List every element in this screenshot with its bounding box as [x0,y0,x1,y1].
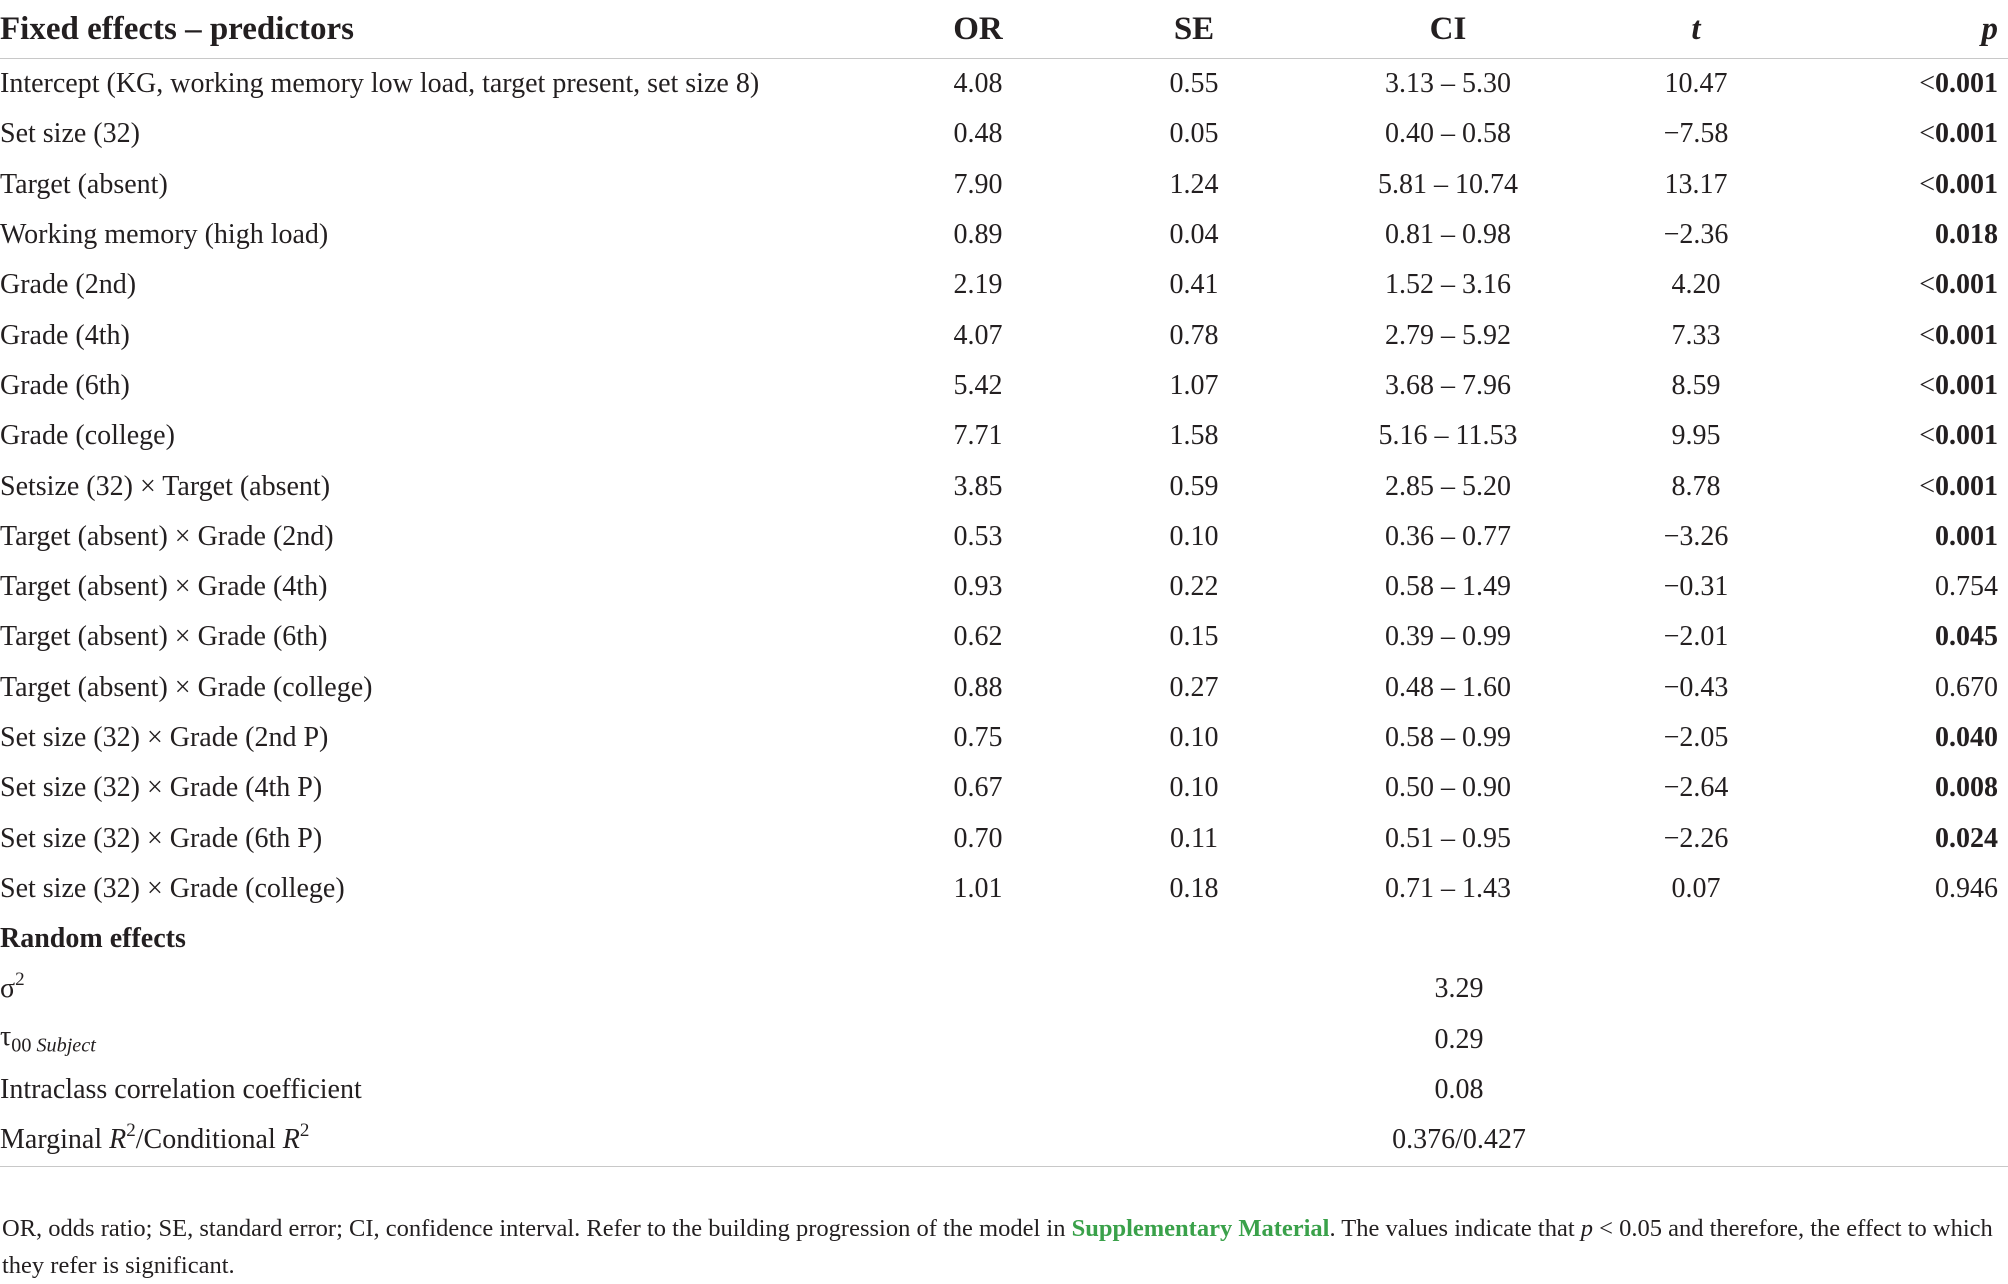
row-label: Set size (32) × Grade (college) [0,872,345,904]
row-label: Grade (6th) [0,369,130,401]
r2-part2: /Conditional [135,1124,283,1156]
row-ci: 0.51 – 0.95 [1385,822,1511,854]
header-predictor: Fixed effects – predictors [0,0,880,59]
row-se: 0.59 [1169,470,1219,502]
row-t: 9.95 [1671,420,1721,452]
row-se: 0.15 [1169,621,1219,653]
row-p-value: 0.040 [1935,722,1998,753]
row-t: 7.33 [1671,319,1721,351]
row-p-prefix: < [1919,269,1935,301]
row-ci: 0.36 – 0.77 [1385,520,1511,552]
tau-value: 0.29 [1434,1023,1484,1055]
row-se: 0.04 [1169,219,1219,251]
row-or: 3.85 [953,470,1003,502]
row-t: 13.17 [1664,168,1728,200]
row-label: Target (absent) × Grade (2nd) [0,520,334,552]
header-t: t [1584,0,1808,59]
table-row [0,813,2008,863]
row-label: Set size (32) × Grade (6th P) [0,822,323,854]
supplementary-material-link[interactable]: Supplementary Material [1071,1215,1330,1242]
icc-label: Intraclass correlation coefficient [0,1074,362,1106]
table-row [0,713,2008,763]
sigma-symbol: σ [0,973,16,1005]
row-p-prefix: < [1919,118,1935,150]
row-p-value: 0.018 [1935,219,1998,251]
sigma-label [0,964,1312,1014]
row-p-value: 0.045 [1935,621,1998,653]
row-p-value: 0.008 [1935,772,1998,804]
row-se: 0.55 [1169,68,1219,100]
row-se: 1.58 [1169,420,1219,452]
r2-label [0,1115,1312,1166]
row-t: −2.36 [1663,219,1729,251]
row-p-value: 0.001 [1935,369,1998,401]
table-row [0,160,2008,210]
row-se: 0.05 [1169,118,1219,150]
row-or: 0.62 [953,621,1003,653]
row-p [1808,713,2008,763]
row-or: 1.01 [953,872,1003,904]
row-t: 8.78 [1671,470,1721,502]
table-row [0,310,2008,360]
row-p-value: 0.001 [1935,118,1998,150]
icc-value: 0.08 [1434,1074,1484,1106]
r2-sup-marginal: 2 [126,1120,136,1142]
table-row [0,411,2008,461]
row-p-value: 0.001 [1935,520,1998,552]
row-ci: 0.71 – 1.43 [1385,872,1511,904]
row-ci: 0.58 – 1.49 [1385,571,1511,603]
row-ci: 0.81 – 0.98 [1385,219,1511,251]
header-ci: CI [1312,0,1584,59]
row-p-prefix: < [1919,319,1935,351]
random-effects-body [0,914,2008,1166]
row-t: −0.31 [1663,571,1729,603]
row-p [1808,260,2008,310]
tau-sub-label: Subject [36,1035,96,1058]
tau-label [0,1015,1312,1065]
footnote-text-before: OR, odds ratio; SE, standard error; CI, confidence interval. Refer to the building progression of the model in [2,1215,1072,1242]
table-row [0,612,2008,662]
row-ci: 0.39 – 0.99 [1385,621,1511,653]
r2-value: 0.376/0.427 [1312,1115,1584,1166]
icc-row [0,1065,2008,1115]
row-p-prefix: < [1919,420,1935,452]
row-p [1808,160,2008,210]
row-p [1808,411,2008,461]
row-se: 0.10 [1169,772,1219,804]
row-ci: 3.68 – 7.96 [1385,369,1511,401]
row-p-value: 0.754 [1935,571,1998,603]
row-p [1808,210,2008,260]
row-se: 0.10 [1169,520,1219,552]
random-effects-heading: Random effects [0,923,186,955]
row-p [1808,361,2008,411]
row-or: 0.75 [953,722,1003,753]
row-ci: 0.58 – 0.99 [1385,722,1511,753]
row-p-value: 0.001 [1935,470,1998,502]
row-label: Setsize (32) × Target (absent) [0,470,331,502]
row-ci: 5.16 – 11.53 [1378,420,1518,452]
r2-part1: Marginal [0,1124,110,1156]
row-label: Target (absent) [0,168,168,200]
row-t: −2.05 [1663,722,1729,753]
row-ci: 1.52 – 3.16 [1385,269,1511,301]
table-row [0,461,2008,511]
row-p-prefix: < [1919,369,1935,401]
row-label: Set size (32) [0,118,140,150]
table-row [0,361,2008,411]
row-label: Grade (2nd) [0,269,137,301]
row-p-value: 0.001 [1935,420,1998,452]
r2-r-conditional: R [282,1124,300,1156]
row-p [1808,663,2008,713]
table-row [0,763,2008,813]
row-p-value: 0.670 [1935,671,1998,703]
tau-row [0,1015,2008,1065]
row-p-value: 0.024 [1935,822,1998,854]
header-row [0,0,2008,59]
r2-sup-conditional: 2 [299,1120,310,1142]
row-se: 0.18 [1169,872,1219,904]
row-t: 10.47 [1664,68,1728,100]
table-row [0,109,2008,159]
row-or: 0.93 [953,571,1003,603]
row-se: 0.27 [1169,671,1219,703]
tau-symbol: τ [0,1021,12,1053]
sigma-sup: 2 [15,969,25,991]
sigma-value: 3.29 [1434,973,1484,1005]
row-se: 1.24 [1169,168,1219,200]
row-p [1808,512,2008,562]
row-t: 8.59 [1671,369,1721,401]
table-row [0,663,2008,713]
row-or: 5.42 [953,369,1003,401]
row-label: Set size (32) × Grade (2nd P) [0,722,329,753]
row-ci: 2.85 – 5.20 [1385,470,1511,502]
row-t: −3.26 [1663,520,1729,552]
footnote-text-after-1: . The values indicate that [1329,1215,1581,1242]
row-label: Target (absent) × Grade (college) [0,671,373,703]
row-p-value: 0.001 [1935,68,1998,100]
row-p-prefix: < [1919,168,1935,200]
row-p-value: 0.001 [1935,269,1998,301]
header-se: SE [1076,0,1312,59]
row-ci: 5.81 – 10.74 [1378,168,1518,200]
row-ci: 0.50 – 0.90 [1385,772,1511,804]
row-label: Target (absent) × Grade (4th) [0,571,328,603]
fixed-effects-body [0,59,2008,915]
r2-r-marginal: R [109,1124,127,1156]
row-ci: 0.40 – 0.58 [1385,118,1511,150]
header-or: OR [880,0,1076,59]
row-label: Target (absent) × Grade (6th) [0,621,328,653]
row-or: 7.90 [953,168,1003,200]
row-p-value: 0.001 [1935,168,1998,200]
footnote-p-symbol: p [1580,1215,1594,1242]
row-p-value: 0.001 [1935,319,1998,351]
tau-sub-num: 00 [11,1035,32,1058]
row-t: −2.26 [1663,822,1729,854]
table-row [0,210,2008,260]
row-se: 0.10 [1169,722,1219,753]
row-se: 1.07 [1169,369,1219,401]
sigma-row [0,964,2008,1014]
random-effects-heading-row [0,914,2008,964]
row-se: 0.22 [1169,571,1219,603]
row-or: 4.07 [953,319,1003,351]
row-or: 0.89 [953,219,1003,251]
row-t: −7.58 [1663,118,1729,150]
row-label: Working memory (high load) [0,219,329,251]
row-se: 0.41 [1169,269,1219,301]
row-ci: 2.79 – 5.92 [1385,319,1511,351]
row-p [1808,813,2008,863]
row-t: 4.20 [1671,269,1721,301]
row-or: 0.67 [953,772,1003,804]
row-or: 2.19 [953,269,1003,301]
row-label: Grade (4th) [0,319,130,351]
row-or: 4.08 [953,68,1003,100]
row-p-value: 0.946 [1935,872,1998,904]
table-row [0,864,2008,914]
row-p [1808,310,2008,360]
row-t: −2.01 [1663,621,1729,653]
row-label: Intercept (KG, working memory low load, target present, set size 8) [0,68,760,100]
row-p [1808,864,2008,914]
row-t: −0.43 [1663,671,1729,703]
row-label: Grade (college) [0,420,175,452]
table-footnote [2,1210,2002,1284]
row-ci: 0.48 – 1.60 [1385,671,1511,703]
table-row [0,260,2008,310]
row-p [1808,109,2008,159]
table-row [0,59,2008,110]
row-or: 0.53 [953,520,1003,552]
row-or: 0.48 [953,118,1003,150]
r2-row [0,1115,2008,1166]
row-or: 7.71 [953,420,1003,452]
row-p-prefix: < [1919,68,1935,100]
row-p [1808,461,2008,511]
row-p [1808,59,2008,110]
row-t: 0.07 [1671,872,1721,904]
row-se: 0.11 [1170,822,1218,854]
header-p: p [1808,0,2008,59]
row-label: Set size (32) × Grade (4th P) [0,772,323,804]
table-row [0,512,2008,562]
row-ci: 3.13 – 5.30 [1385,68,1511,100]
table-row [0,562,2008,612]
row-or: 0.70 [953,822,1003,854]
footnote-text-after-2: < 0.05 and therefore, the effect to which they refer is significant. [2,1215,1993,1279]
row-t: −2.64 [1663,772,1729,804]
row-or: 0.88 [953,671,1003,703]
row-p-prefix: < [1919,470,1935,502]
row-se: 0.78 [1169,319,1219,351]
row-p [1808,562,2008,612]
row-p [1808,763,2008,813]
row-p [1808,612,2008,662]
